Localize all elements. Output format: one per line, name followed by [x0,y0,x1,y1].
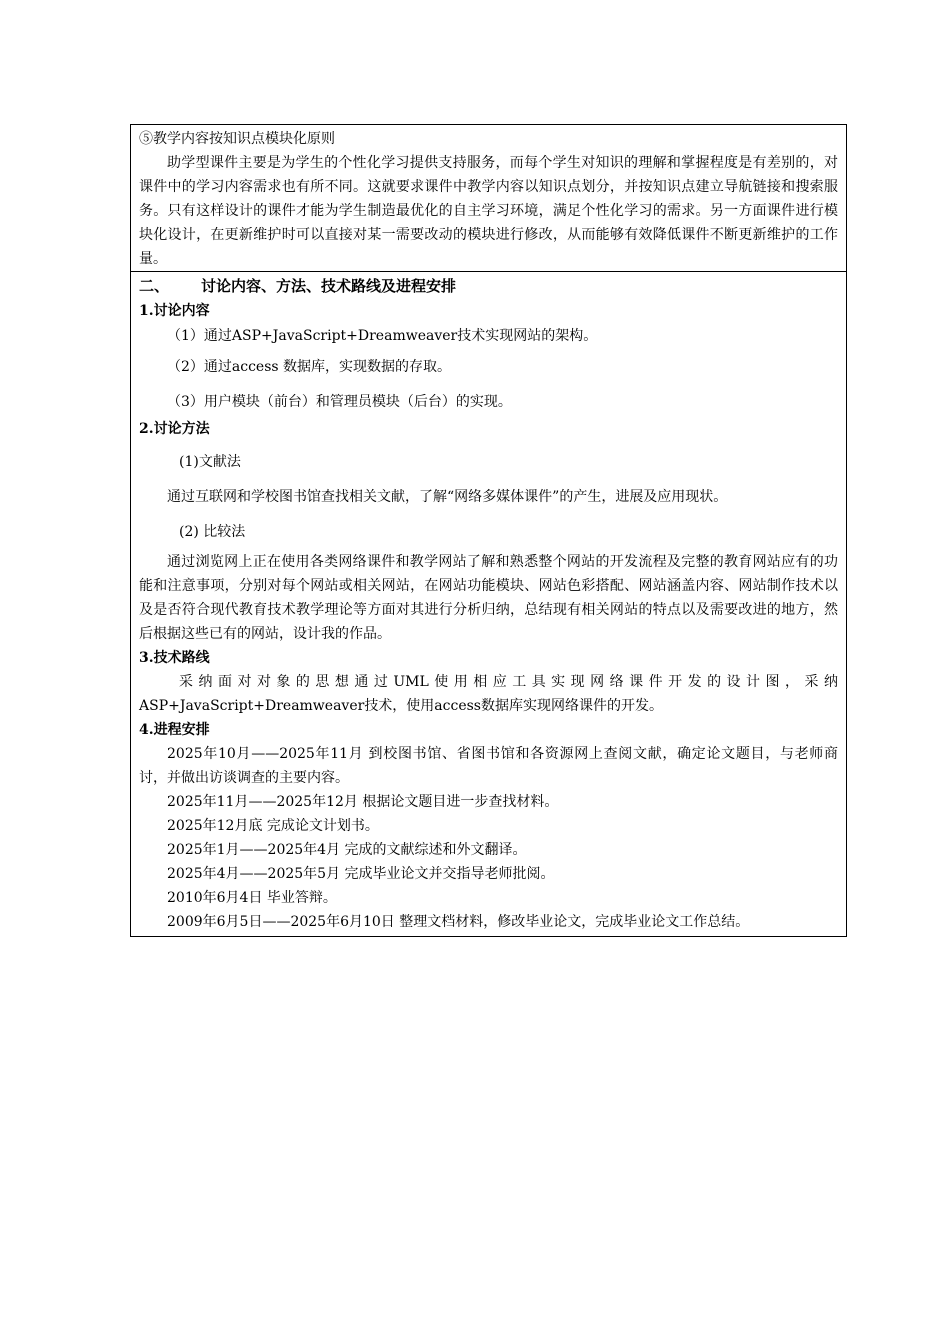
route-heading: 3.技术路线 [139,650,210,666]
principle-paragraph: 助学型课件主要是为学生的个性化学习提供支持服务，而每个学生对知识的理解和掌握程度是有差别的，对课件中的学习内容需求也有所不同。这就要求课件中教学内容以知识点划分，并按知识点建立导航链接和搜索服务。只有这样设计的课件才能为学生制造最优化的自主学习环境，满足个性化学习的需求。另一方面课件进行模块化设计，在更新维护时可以直接对某一需要改动的模块进行修改，从而能够有效降低课件不断更新维护的工作量。 [139,155,838,267]
document-table [130,124,847,937]
schedule-item: 2009年6月5日——2025年6月10日 整理文档材料，修改毕业论文，完成毕业论文工作总结。 [167,914,750,930]
section-number: 二、 [139,277,170,295]
schedule-item: 2025年4月——2025年5月 完成毕业论文并交指导老师批阅。 [167,866,555,882]
route-text: 采纳面对对象的思想通过UML使用相应工具实现网络课件开发的设计图，采纳ASP+JavaScript+Dreamweaver技术，使用access数据库实现网络课件的开发。 [139,674,838,714]
method-1-title: (1)文献法 [179,454,241,470]
methods-heading: 2.讨论方法 [139,421,210,437]
method-2-title: (2) 比较法 [179,524,246,540]
section-heading [139,274,838,299]
method-1-text: 通过互联网和学校图书馆查找相关文献，了解“网络多媒体课件”的产生，进展及应用现状。 [167,489,728,505]
content-item: （3）用户模块（前台）和管理员模块（后台）的实现。 [167,394,512,410]
content-item: （1）通过ASP+JavaScript+Dreamweaver技术实现网站的架构。 [167,328,598,344]
schedule-item: 2025年12月底 完成论文计划书。 [167,818,379,834]
section-title: 讨论内容、方法、技术路线及进程安排 [201,277,457,295]
schedule-heading: 4.进程安排 [139,722,210,738]
content-item: （2）通过access 数据库，实现数据的存取。 [167,359,452,375]
content-heading: 1.讨论内容 [139,303,210,319]
schedule-item: 2010年6月4日 毕业答辩。 [167,890,337,906]
schedule-item: 2025年10月——2025年11月 到校图书馆、省图书馆和各资源网上查阅文献，确定论文题目，与老师商讨，并做出访谈调查的主要内容。 [139,746,838,786]
method-2-text: 通过浏览网上正在使用各类网络课件和教学网站了解和熟悉整个网站的开发流程及完整的教育网站应有的功能和注意事项，分别对每个网站或相关网站，在网站功能模块、网站色彩搭配、网站涵盖内容、网站制作技术以及是否符合现代教育技术教学理论等方面对其进行分析归纳，总结现有相关网站的特点以及需要改进的地方，然后根据这些已有的网站，设计我的作品。 [139,554,838,642]
section-b-cell [131,272,846,936]
schedule-item: 2025年11月——2025年12月 根据论文题目进一步查找材料。 [167,794,559,810]
schedule-item: 2025年1月——2025年4月 完成的文献综述和外文翻译。 [167,842,527,858]
section-a-cell [131,125,846,272]
principle-title: ⑤教学内容按知识点模块化原则 [139,131,335,147]
